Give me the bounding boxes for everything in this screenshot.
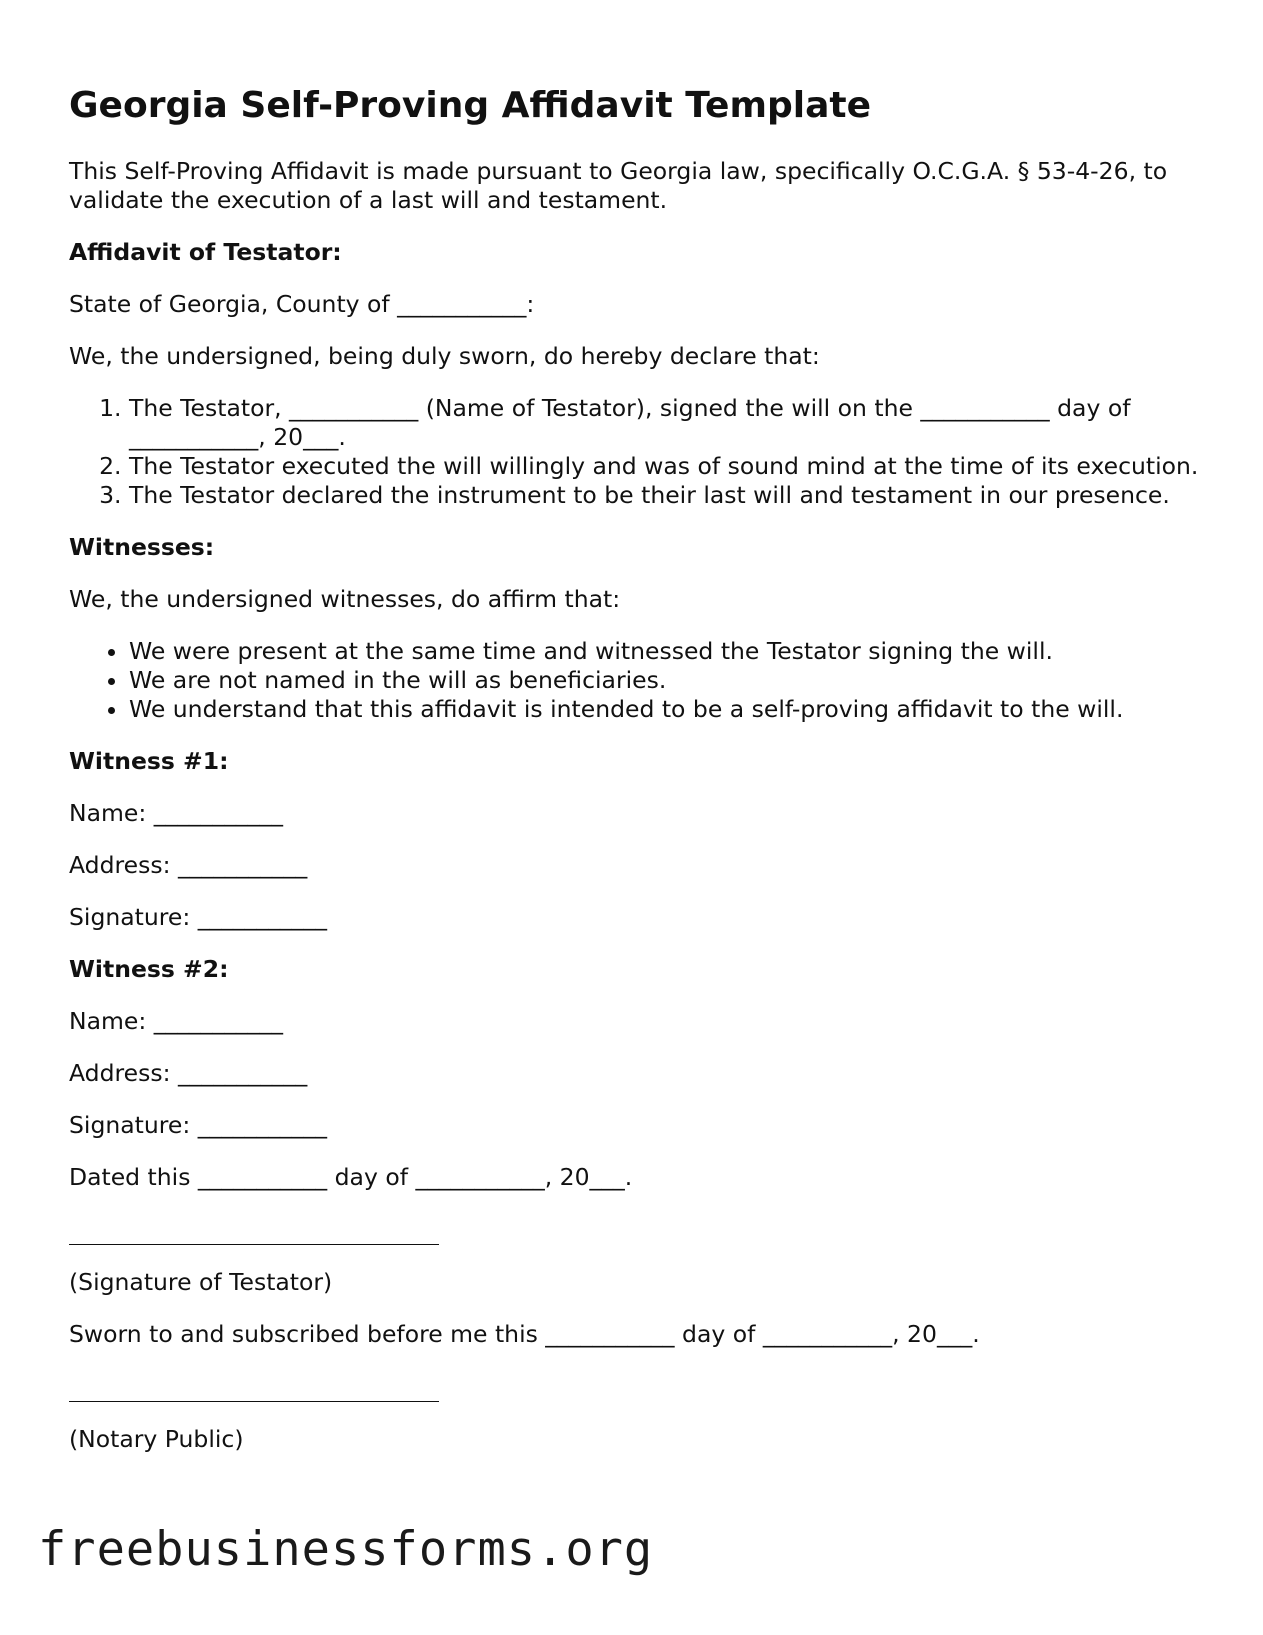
list-item: • We are not named in the will as beneficiaries.: [129, 666, 1199, 695]
witness1-address-field: Address: ___________: [69, 851, 308, 880]
list-item: • We were present at the same time and witnessed the Testator signing the will.: [129, 637, 1199, 666]
list-item: 3. The Testator declared the instrument to be their last will and testament in our presence.: [129, 481, 1199, 510]
witness-affirmation-text: We, the undersigned witnesses, do affirm that:: [69, 585, 621, 614]
dated-line: Dated this ___________ day of ___________, 20___.: [69, 1163, 633, 1192]
witness-affirmation-list: [69, 637, 1199, 724]
testator-section-heading: Affidavit of Testator:: [69, 238, 342, 267]
witness1-heading: Witness #1:: [69, 747, 229, 776]
declaration-text: We, the undersigned, being duly sworn, do hereby declare that:: [69, 342, 820, 371]
witness2-heading: Witness #2:: [69, 955, 229, 984]
witness2-signature-field: Signature: ___________: [69, 1111, 328, 1140]
watermark: freebusinessforms.org: [38, 1522, 654, 1577]
intro-paragraph: This Self-Proving Affidavit is made pursuant to Georgia law, specifically O.C.G.A. § 53-4-26, to validate the execution of a last will and testament.: [69, 157, 1168, 215]
witnesses-section-heading: Witnesses:: [69, 533, 215, 562]
list-item: 2. The Testator executed the will willingly and was of sound mind at the time of its execution.: [129, 452, 1199, 481]
testator-declaration-list: [69, 394, 1199, 510]
notary-signature-line: [69, 1372, 439, 1402]
testator-signature-line-row: [69, 1215, 1199, 1245]
state-county-line: State of Georgia, County of ___________:: [69, 290, 535, 319]
document-title: Georgia Self-Proving Affidavit Template: [69, 85, 872, 126]
witness1-signature-field: Signature: ___________: [69, 903, 328, 932]
list-item: • We understand that this affidavit is intended to be a self-proving affidavit to the will.: [129, 695, 1199, 724]
testator-signature-line: [69, 1215, 439, 1245]
document-page: [69, 84, 1199, 1477]
witness1-name-field: Name: ___________: [69, 799, 283, 828]
witness2-address-field: Address: ___________: [69, 1059, 308, 1088]
notary-public-label: (Notary Public): [69, 1425, 244, 1454]
notary-signature-line-row: [69, 1372, 1199, 1402]
witness2-name-field: Name: ___________: [69, 1007, 283, 1036]
testator-signature-label: (Signature of Testator): [69, 1268, 333, 1297]
sworn-line: Sworn to and subscribed before me this ___________ day of ___________, 20___.: [69, 1320, 980, 1349]
list-item: 1. The Testator, ___________ (Name of Testator), signed the will on the ___________ day of ___________, 20___.: [129, 394, 1199, 452]
